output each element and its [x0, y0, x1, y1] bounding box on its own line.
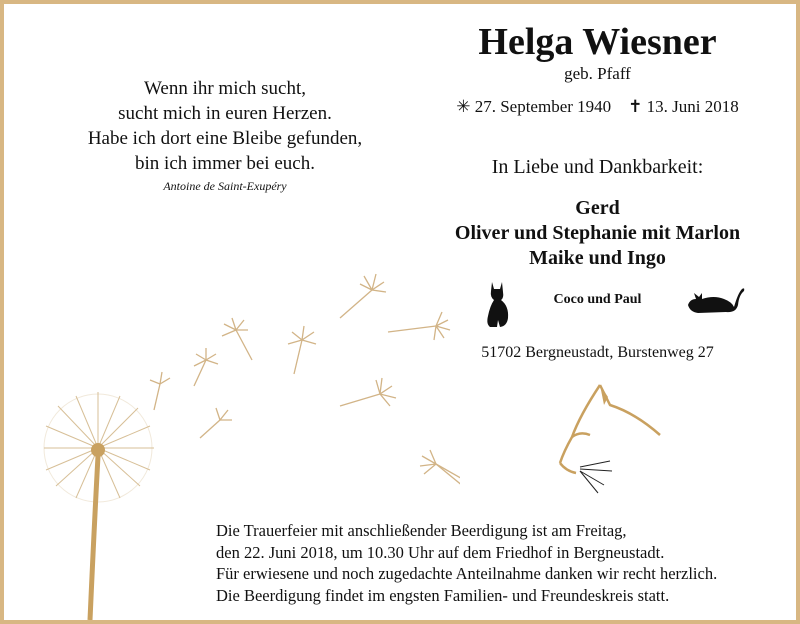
poem — [40, 76, 410, 176]
mourners-intro: In Liebe und Dankbarkeit: — [491, 156, 704, 178]
deceased-name: Helga Wiesner — [478, 21, 717, 63]
closing-line: den 22. Juni 2018, um 10.30 Uhr auf dem Friedhof in Bergneustadt. — [216, 542, 665, 562]
mourner-line: Maike und Ingo — [529, 247, 666, 269]
cat-outline-icon — [550, 375, 670, 505]
closing-line: Die Trauerfeier mit anschließender Beerdigung ist am Freitag, — [216, 521, 627, 540]
closing-line: Die Beerdigung findet im engsten Familien- und Freundeskreis statt. — [216, 585, 670, 605]
seed-icon — [288, 326, 316, 374]
death-date: ✝ 13. Juni 2018 — [628, 97, 739, 116]
seed-icon — [340, 274, 386, 318]
poem-line: Wenn ihr mich sucht, — [143, 78, 307, 99]
cat-sitting-icon — [484, 280, 512, 330]
life-dates — [420, 97, 775, 117]
poem-line: Habe ich dort eine Bleibe gefunden, — [87, 128, 363, 149]
poem-author: Antoine de Saint-Exupéry — [163, 179, 287, 193]
mourner-line: Oliver und Stephanie mit Marlon — [454, 222, 741, 244]
birth-name: geb. Pfaff — [564, 64, 631, 83]
dandelion-icon — [28, 370, 208, 620]
poem-line: sucht mich in euren Herzen. — [118, 103, 332, 124]
seed-icon — [222, 318, 252, 360]
seed-icon — [340, 378, 396, 406]
closing-text — [216, 520, 786, 606]
pets-label: Coco und Paul — [553, 292, 642, 307]
birth-date: ✳ 27. September 1940 — [456, 97, 612, 116]
seed-icon — [388, 312, 450, 340]
mourner-line: Gerd — [575, 197, 620, 219]
closing-line: Für erwiesene und noch zugedachte Anteilnahme danken wir recht herzlich. — [216, 564, 718, 583]
cat-lying-icon — [686, 285, 746, 315]
poem-line: bin ich immer bei euch. — [135, 153, 315, 174]
seed-icon — [420, 450, 460, 506]
address: 51702 Bergneustadt, Burstenweg 27 — [481, 344, 714, 361]
mourners-list — [420, 196, 775, 271]
